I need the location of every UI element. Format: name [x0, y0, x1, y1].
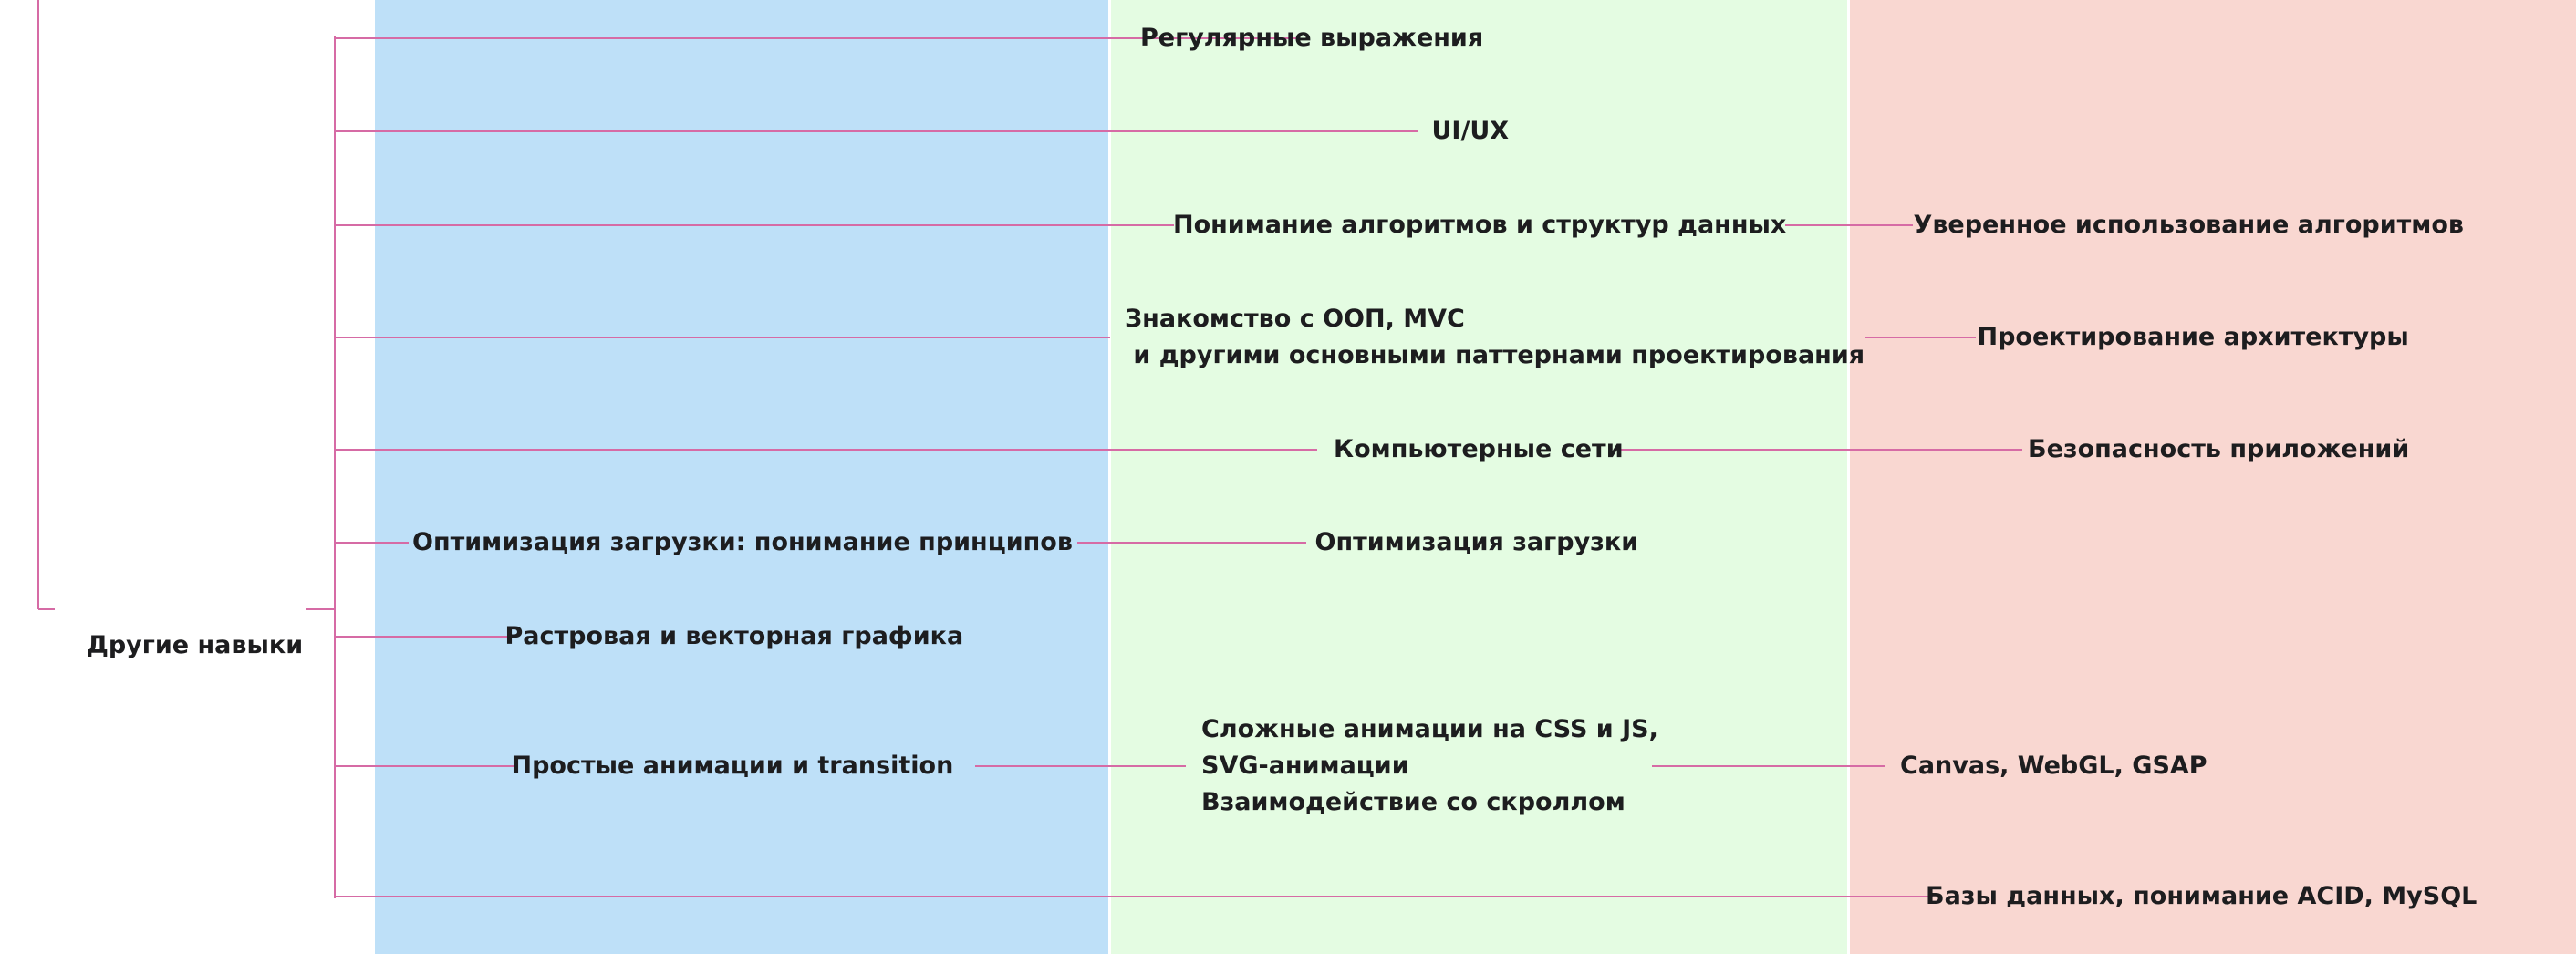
skill-node-regex-level-2[interactable]: Регулярные выражения — [1140, 24, 1484, 52]
root-node-other-skills[interactable] — [69, 591, 303, 664]
skill-node-networks-level-3[interactable]: Безопасность приложений — [2028, 435, 2410, 463]
root-node-label: Другие навыки — [86, 631, 304, 659]
skill-node-oop-level-3[interactable]: Проектирование архитектуры — [1977, 323, 2409, 351]
skill-node-networks-level-2[interactable]: Компьютерные сети — [1334, 435, 1624, 463]
skill-node-uiux-level-2[interactable]: UI/UX — [1431, 117, 1510, 145]
skill-node-loading-level-1[interactable]: Оптимизация загрузки: понимание принципов — [412, 528, 1073, 556]
skill-node-animation-level-3[interactable]: Canvas, WebGL, GSAP — [1900, 752, 2207, 780]
skill-node-animation-level-2[interactable]: Сложные анимации на CSS и JS, SVG-анимации Взаимодействие со скроллом — [1201, 715, 1658, 816]
skill-node-graphics-level-1[interactable]: Растровая и векторная графика — [504, 622, 964, 650]
skill-node-algorithms-level-3[interactable]: Уверенное использование алгоритмов — [1913, 211, 2464, 239]
skill-node-algorithms-level-2[interactable]: Понимание алгоритмов и структур данных — [1173, 211, 1787, 239]
skill-node-databases-level-3[interactable]: Базы данных, понимание ACID, MySQL — [1926, 882, 2477, 910]
skill-node-animation-level-1[interactable]: Простые анимации и transition — [511, 752, 954, 780]
skill-node-loading-level-2[interactable]: Оптимизация загрузки — [1314, 528, 1639, 556]
skill-node-oop-level-2[interactable]: Знакомство с ООП, MVC и другими основными паттернами проектирования — [1125, 305, 1865, 369]
